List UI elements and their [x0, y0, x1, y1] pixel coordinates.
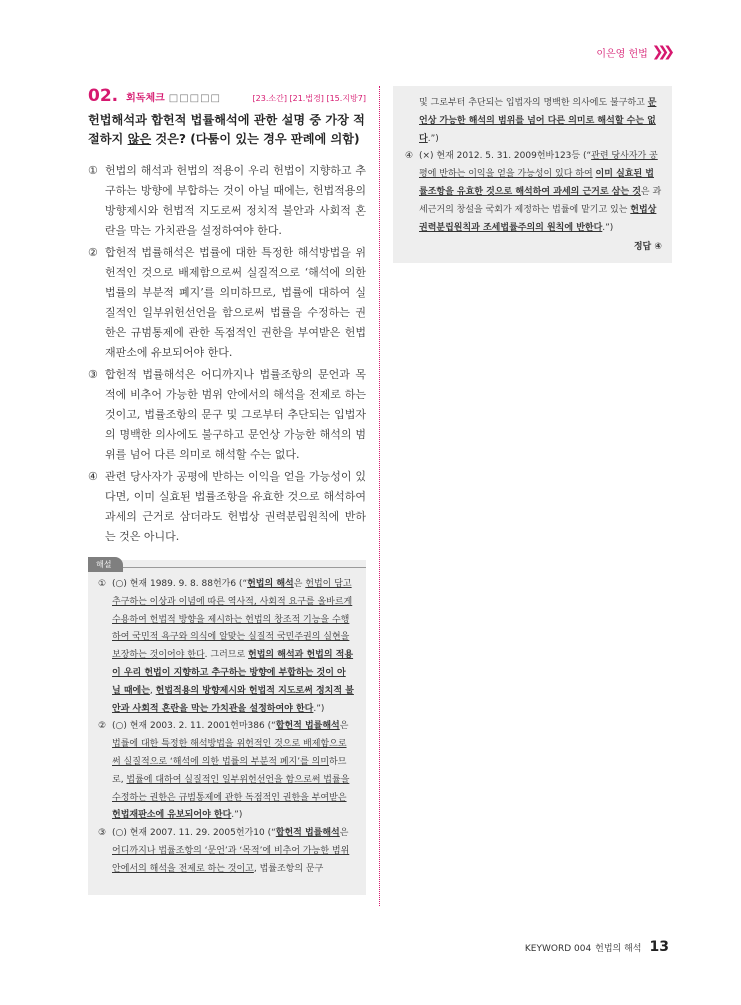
- key-phrase: 헌법의 해석과 헌법의 적용이 우리 헌법이 지향하고 추구하는 방향에 부합하는 것이 아닐 때에는: [112, 650, 354, 696]
- explanation-item-2: [98, 718, 354, 825]
- explanation-box: [88, 560, 366, 895]
- answer-options: [88, 161, 366, 547]
- title-emphasis: 않은: [127, 132, 152, 146]
- title-part: 것은? (다툼이 있는 경우 판례에 의함): [151, 132, 360, 146]
- text: , 법률조항의 문구: [253, 863, 324, 874]
- option-text: 헌법의 해석과 헌법의 적용이 우리 헌법이 지향하고 추구하는 방향에 부합하는 것이 아닐 때에는, 헌법적용의 방향제시와 헌법적 지도로써 정치적 불안과 사회적 혼란을 막는 가치관을 설정하여야 한다.: [105, 164, 366, 237]
- key-term: 헌법의 해석: [247, 579, 294, 589]
- review-check-label: 회독체크: [126, 93, 165, 104]
- explanation-label: 해설: [88, 557, 123, 572]
- option-marker: ①: [88, 164, 98, 177]
- option-marker: ③: [88, 368, 98, 381]
- question-title: [88, 111, 366, 149]
- option-3: [88, 365, 366, 465]
- text: 은: [339, 828, 349, 839]
- item-marker: ③: [98, 828, 107, 839]
- explanation-body: [98, 576, 354, 879]
- text: 은 과세근거의 창설을 국회가 제정하는 법률에 맡기고 있는: [419, 186, 662, 215]
- page-footer: [525, 939, 669, 955]
- option-4: [88, 467, 366, 547]
- key-term: 합헌적 법률해석: [275, 828, 340, 839]
- option-marker: ②: [88, 246, 98, 259]
- explanation-item-1: [98, 576, 354, 718]
- explanation-item-4: [405, 148, 662, 237]
- explanation-continued-body: [405, 95, 662, 257]
- column-divider: [379, 86, 380, 906]
- key-phrase: 헌법적용의 방향제시와 헌법적 지도로써 정치적 불안과 사회적 혼란을 막는 가치관을 설정하여야 한다: [112, 685, 354, 714]
- key-phrase: 헌법재판소에 유보되어야 한다: [112, 810, 232, 821]
- footer-keyword: KEYWORD 004: [524, 944, 592, 954]
- text: .”): [602, 222, 614, 233]
- text: .”): [313, 703, 325, 714]
- underlined-text: 어디까지나 법률조항의 ‘문언’과 ‘목적’에 비추어 가능한 범위 안에서의 해석을 전제로 하는 것이고: [112, 845, 350, 874]
- text: 및 그로부터 추단되는 입법자의 명백한 의사에도 불구하고: [419, 98, 648, 108]
- question-column: [88, 86, 366, 549]
- option-text: 합헌적 법률해석은 어디까지나 법률조항의 문언과 목적에 비추어 가능한 범위 안에서의 해석을 전제로 하는 것이고, 법률조항의 문구 및 그로부터 추단되는 입법자의 명백한 의사에도 불구하고 문언상 가능한 해석의 범위를 넘어 다른 의미로 해석할 수는 없다.: [105, 368, 366, 461]
- text: 은: [339, 721, 349, 732]
- review-checkboxes: □□□□□: [168, 93, 222, 104]
- chevron-right-icon: ❯❯❯: [651, 44, 669, 60]
- exam-tags: [23.소간] [21.법경] [15.지방7]: [252, 94, 366, 103]
- page-number: 13: [649, 939, 669, 955]
- item-marker: ④: [405, 151, 414, 162]
- option-2: [88, 243, 366, 363]
- text: .”): [231, 810, 243, 821]
- text: 하므로,: [112, 756, 347, 785]
- key-term: 합헌적 법률해석: [275, 721, 340, 732]
- explanation-item-3-continued: [405, 95, 662, 148]
- answer-label: 정답 ④: [633, 242, 662, 253]
- explanation-continued-box: [393, 86, 672, 263]
- case-citation: (○) 현재 2007. 11. 29. 2005헌가10 (“: [112, 828, 276, 839]
- running-header: [596, 44, 669, 60]
- case-citation: (○) 현재 1989. 9. 8. 88헌가6 (“: [112, 579, 248, 589]
- option-marker: ④: [88, 470, 98, 483]
- text: .”): [427, 133, 439, 144]
- text: ,: [149, 685, 156, 696]
- option-text: 합헌적 법률해석은 법률에 대한 특정한 해석방법을 위헌적인 것으로 배제함으로써 실질적으로 ‘해석에 의한 법률의 부분적 폐지’를 의미하므로, 법률에 대하여 실질적인 일부위헌선언을 함으로써 법률을 수정하는 권한은 규범통제에 관한 독점적인 권한을 부여받은 헌법재판소에 유보되어야 한다.: [105, 246, 366, 359]
- title-part: 헌법해석과 합헌적 법률해석에 관한 설명 중 가장 적절하지: [88, 113, 365, 146]
- option-text: 관련 당사자가 공평에 반하는 이익을 얻을 가능성이 있다면, 이미 실효된 법률조항을 유효한 것으로 해석하여 과세의 근거로 삼더라도 헌법상 권력분립원칙에 반하는 것은 아니다.: [105, 470, 366, 543]
- question-number: 02.: [88, 86, 119, 106]
- question-header: [88, 86, 366, 106]
- text: . 그러므로: [204, 650, 249, 661]
- item-marker: ②: [98, 721, 107, 732]
- key-phrase: 문언상 가능한 해석의 범위를 넘어 다른 의미로 해석할 수는 없다: [419, 98, 657, 144]
- underlined-text: 관련 당사자가 공평에 반하는 이익을 얻을 가능성이 있다 하여: [419, 151, 658, 180]
- case-citation: (×) 현재 2012. 5. 31. 2009헌바123등 (“: [419, 151, 592, 162]
- explanation-item-3: [98, 825, 354, 878]
- book-brand: 이은영 헌법: [596, 48, 648, 60]
- key-phrase: 이미 실효된 법률조항을 유효한 것으로 해석하여 과세의 근거로 삼는 것: [419, 169, 654, 197]
- underlined-text: 헌법이 담고 추구하는 이상과 이념에 따른 역사적, 사회적 요구를 올바르게 수용하여 헌법적 방향을 제시하는 헌법의 창조적 기능을 수행하여 국민적 욕구와 의식에 알맞는 실질적 국민주권의 실현을 보장하는 것이어야 한다: [112, 579, 353, 661]
- case-citation: (○) 현재 2003. 2. 11. 2001헌마386 (“: [112, 721, 276, 732]
- footer-section: 헌법의 해석: [595, 944, 642, 954]
- option-1: [88, 161, 366, 241]
- item-marker: ①: [98, 579, 107, 589]
- explanation-rule: [88, 567, 366, 568]
- text: 은: [293, 579, 306, 589]
- key-phrase: 헌법상 권력분립원칙과 조세법률주의의 원칙에 반한다: [419, 204, 657, 233]
- underlined-text: 법률에 대하여 실질적인 일부위헌선언을 함으로써 법률을 수정하는 권한은 규범통제에 관한 독점적인 권한을 부여받은: [112, 774, 350, 803]
- underlined-text: 법률에 대한 특정한 해석방법을 위헌적인 것으로 배제함으로써 실질적으로 ‘해석에 의한 법률의 부분적 폐지’를 의미: [112, 739, 347, 767]
